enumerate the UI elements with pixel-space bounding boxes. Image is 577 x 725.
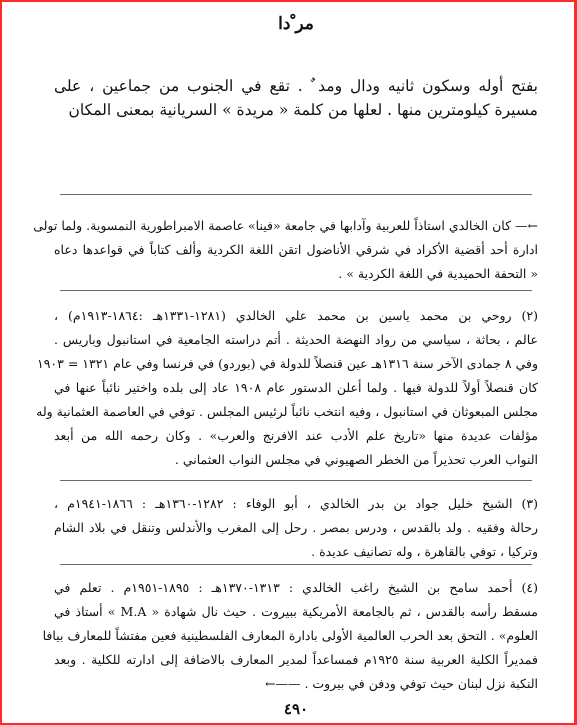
footnote-divider: [60, 480, 532, 481]
footnote-divider: [60, 194, 532, 195]
footnote-line: النكبة نزل لبنان حيث توفي ودفن في بيروت . ——←: [265, 676, 538, 691]
footnote-line: مجلس المبعوثان في استانبول ، وفيه انتخب نائباً لرئيس المجلس . توفي في العاصمة العثمانية وله: [36, 404, 538, 419]
footnote-line: وتركيا ، توفي بالقاهرة ، وله تصانيف عديدة .: [311, 544, 538, 559]
footnote-divider: [60, 290, 532, 291]
intro-line: بفتح أوله وسكون ثانيه ودال ومد ٌ . تقع في الجنوب من جماعين ، على: [54, 77, 538, 95]
footnote-line: (٤) أحمد سامح بن الشيخ راغب الخالدي : ١٣١٣-١٣٧٠هـ : ١٨٩٥-١٩٥١م . تعلم في: [54, 580, 539, 595]
footnote-4: [42, 576, 539, 696]
page-title: مر ْدا: [278, 14, 314, 34]
document-page: [33, 14, 552, 718]
page-number: ٤٩٠: [283, 700, 309, 718]
footnote-continued: [33, 214, 538, 286]
footnote-2: [36, 304, 539, 472]
footnote-line: (٢) روحي بن محمد ياسين بن محمد علي الخالدي (١٢٨١-١٣٣١هـ :١٨٦٤-١٩١٣م) ،: [54, 308, 539, 323]
footnote-line: ←— كان الخالدي استاذاً للعربية وآدابها في جامعة «فينا» عاصمة الامبراطورية النمسوية. ولما تولى: [33, 218, 538, 233]
footnote-divider: [60, 564, 532, 565]
footnote-line: « التحفة الحميدية في اللغة الكردية » .: [338, 266, 538, 281]
footnote-line: وفي ٨ جمادى الآخر سنة ١٣١٦هـ عين قنصلاً للدولة في (بوردو) في فرنسا وفي عام ١٣٢١ = ١٩٠٣: [36, 356, 538, 371]
footnote-line: عالم ، بحاثة ، سياسي من رواد النهضة الحديثة . أتم دراسته الجامعية في استانبول وباريس .: [54, 332, 538, 347]
footnote-line: النواب العرب تحذيراً من الخطر الصهيوني في مجلس النواب العثماني .: [174, 452, 538, 467]
intro-line: مسيرة كيلومترين منها . لعلها من كلمة « مريدة » السريانية بمعنى المكان: [68, 101, 538, 119]
footnote-line: ادارة أحد أقضية الأكراد في شرقي الأناضول اتقن اللغة الكردية وألف كتاباً في قواعدها دعاه: [54, 242, 538, 257]
footnote-line: كان قنصلاً أولاً للدولة فيها . ولما أعلن الدستور عام ١٩٠٨ عاد إلى بلده واختير نائباً عنها في: [54, 380, 538, 395]
footnote-line: رحالة وفقيه . ولد بالقدس ، ودرس بمصر . رحل إلى المغرب والأندلس وتنقل في بلاد الشام: [54, 520, 538, 535]
intro-paragraph: [54, 74, 538, 122]
footnote-line: مؤلفات عديدة منها «تاريخ علم الأدب عند الافرنج والعرب» . وكان رحمه الله من أبعد: [54, 428, 538, 443]
footnote-3: [54, 492, 538, 564]
footnote-line: (٣) الشيخ خليل جواد بن بدر الخالدي ، أبو الوفاء : ١٢٨٢-١٣٦٠هـ : ١٨٦٦-١٩٤١م ،: [54, 496, 538, 511]
footnote-line: فمديراً الكلية العربية سنة ١٩٢٥م فمساعداً لمدير المعارف بالاضافة إلى ادارته للكلية . وبعد: [54, 652, 538, 667]
footnote-line: العلوم» . التحق بعد الحرب العالمية الأولى بادارة المعارف الفلسطينية فعين مفتشاً للمعارف بيافا: [42, 628, 538, 643]
footnote-line: مسقط رأسه بالقدس ، ثم بالجامعة الأمريكية ببيروت . حيث نال شهادة « M.A » أستاذ في: [54, 604, 538, 619]
